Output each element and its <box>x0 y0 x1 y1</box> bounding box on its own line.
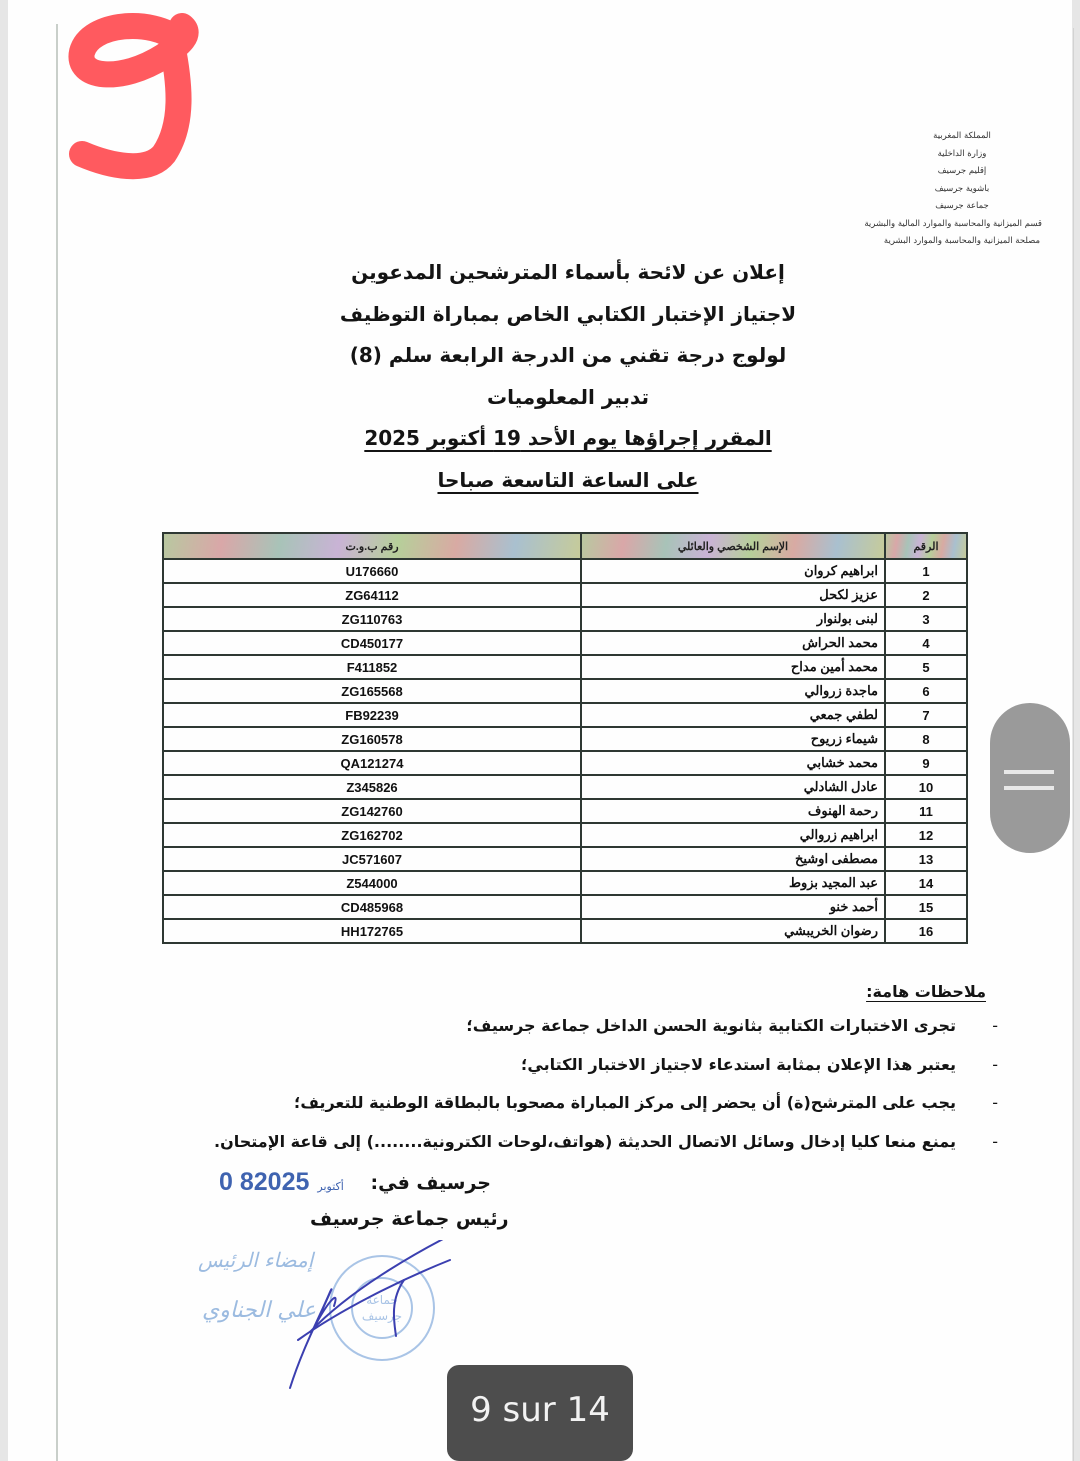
candidate-id-card: ZG162702 <box>163 823 581 847</box>
note-item <box>176 1007 998 1046</box>
letterhead-line: جماعة جرسيف <box>935 201 989 211</box>
table-row <box>163 895 967 919</box>
note-text: يمنع منعا كليا إدخال وسائل الاتصال الحديثة (هواتف،لوحات الكترونية........) إلى قاعة الإمتحان. <box>213 1131 956 1151</box>
svg-text:جماعة: جماعة <box>366 1293 398 1307</box>
candidate-number: 6 <box>885 679 967 703</box>
note-text: يجب على المترشح(ة) أن يحضر إلى مركز المباراة مصحوبا بالبطاقة الوطنية للتعريف؛ <box>294 1093 956 1112</box>
signature-stamp-name: علي الجناوي <box>202 1298 316 1323</box>
date-year: 2025 <box>253 1168 310 1196</box>
exam-date-line: المقرر إجراؤها يوم الأحد 19 أكتوبر 2025 <box>364 426 772 450</box>
note-text: يعتبر هذا الإعلان بمثابة استدعاء لاجتياز الاختبار الكتابي؛ <box>521 1054 956 1074</box>
candidate-number: 11 <box>885 799 967 823</box>
official-seal-icon <box>330 1256 434 1360</box>
candidate-number: 1 <box>885 559 967 583</box>
candidate-id-card: CD485968 <box>163 895 581 919</box>
candidate-number: 16 <box>885 919 967 943</box>
signature-stamp-caption: إمضاء الرئيس <box>198 1248 314 1272</box>
scan-edge-line <box>56 24 58 1461</box>
candidate-id-card: ZG160578 <box>163 727 581 751</box>
candidate-id-card: QA121274 <box>163 751 581 775</box>
table-row <box>163 583 967 607</box>
header-id-card: رقم ب.و.ت <box>163 533 581 559</box>
candidate-name: مصطفى اوشيخ <box>581 847 885 871</box>
drag-grip-icon <box>1004 770 1054 774</box>
candidate-id-card: JC571607 <box>163 847 581 871</box>
candidate-name: لبنى بولنوار <box>581 607 885 631</box>
candidate-number: 5 <box>885 655 967 679</box>
letterhead-line: وزارة الداخلية <box>937 148 987 159</box>
note-item <box>176 1084 998 1123</box>
title-line: لاجتياز الإختبار الكتابي الخاص بمباراة التوظيف <box>339 301 797 326</box>
candidate-name: عزيز لكحل <box>581 583 885 607</box>
candidate-number: 9 <box>885 751 967 775</box>
table-row <box>163 799 967 823</box>
candidate-id-card: ZG165568 <box>163 679 581 703</box>
candidate-number: 4 <box>885 631 967 655</box>
date-day: 0 8 <box>219 1168 254 1196</box>
candidate-name: أحمد خنو <box>581 895 885 919</box>
candidate-id-card: ZG64112 <box>163 583 581 607</box>
page-indicator: 9 sur 14 <box>447 1365 633 1461</box>
candidate-id-card: Z544000 <box>163 871 581 895</box>
bullet-dash: - <box>992 1016 998 1035</box>
candidate-name: ابراهيم زروالي <box>581 823 885 847</box>
letterhead-line: مصلحة الميزانية والمحاسبة والموارد البشرية <box>883 236 1041 246</box>
candidate-number: 3 <box>885 607 967 631</box>
drag-grip-icon <box>1004 786 1054 790</box>
table-row <box>163 631 967 655</box>
note-text: تجرى الاختبارات الكتابية بثانوية الحسن الداخل جماعة جرسيف؛ <box>466 1016 956 1035</box>
table-row <box>163 607 967 631</box>
date-month: أكتوبر <box>317 1180 344 1193</box>
table-row <box>163 775 967 799</box>
candidate-id-card: U176660 <box>163 559 581 583</box>
table-row <box>163 703 967 727</box>
signature-block <box>190 1240 460 1390</box>
letterhead-line: المملكة المغربية <box>933 131 991 141</box>
signer-title: رئيس جماعة جرسيف <box>310 1208 509 1230</box>
header-number: الرقم <box>885 533 967 559</box>
notes-list <box>176 1007 998 1161</box>
candidate-number: 10 <box>885 775 967 799</box>
bullet-dash: - <box>992 1131 998 1151</box>
candidate-name: محمد أمين مداح <box>581 655 885 679</box>
title-line: لولوج درجة تقني من الدرجة الرابعة سلم (8) <box>349 343 787 367</box>
candidate-number: 8 <box>885 727 967 751</box>
place-and-date <box>215 1168 505 1204</box>
fast-scroll-handle[interactable] <box>990 703 1070 853</box>
candidate-id-card: HH172765 <box>163 919 581 943</box>
official-seal-and-signature <box>190 1240 460 1390</box>
candidate-number: 15 <box>885 895 967 919</box>
letterhead-line: باشوية جرسيف <box>934 183 990 194</box>
candidate-id-card: F411852 <box>163 655 581 679</box>
candidate-id-card: FB92239 <box>163 703 581 727</box>
table-row <box>163 679 967 703</box>
candidate-name: ابراهيم كروان <box>581 559 885 583</box>
candidate-name: محمد الحراش <box>581 631 885 655</box>
table-row <box>163 751 967 775</box>
scan-edge-line <box>1073 28 1074 1461</box>
handwritten-page-number-mark <box>60 4 200 184</box>
table-header-row <box>163 533 967 559</box>
header-full-name: الإسم الشخصي والعائلي <box>581 533 885 559</box>
candidate-number: 2 <box>885 583 967 607</box>
table-row <box>163 847 967 871</box>
table-row <box>163 871 967 895</box>
candidate-name: عادل الشادلي <box>581 775 885 799</box>
candidate-name: رحمة الهنوف <box>581 799 885 823</box>
table-row <box>163 655 967 679</box>
table-row <box>163 727 967 751</box>
place-label: جرسيف في: <box>370 1172 491 1194</box>
candidate-name: شيماء زريوح <box>581 727 885 751</box>
candidate-number: 12 <box>885 823 967 847</box>
candidate-name: محمد خشابي <box>581 751 885 775</box>
candidate-number: 13 <box>885 847 967 871</box>
candidate-id-card: CD450177 <box>163 631 581 655</box>
bullet-dash: - <box>992 1054 998 1074</box>
table-row <box>163 919 967 943</box>
letterhead <box>864 128 1042 251</box>
candidate-name: ماجدة زروالي <box>581 679 885 703</box>
candidate-name: لطفي جمعي <box>581 703 885 727</box>
candidate-name: عبد المجيد بزوط <box>581 871 885 895</box>
date-stamp <box>219 1168 352 1197</box>
candidates-table <box>162 532 968 944</box>
candidate-id-card: ZG110763 <box>163 607 581 631</box>
exam-time-line: على الساعة التاسعة صباحا <box>437 467 699 492</box>
announcement-title <box>338 252 798 501</box>
candidate-id-card: Z345826 <box>163 775 581 799</box>
letterhead-line: قسم الميزانية والمحاسبة والموارد المالية والبشرية <box>864 218 1042 229</box>
candidate-id-card: ZG142760 <box>163 799 581 823</box>
title-line: تدبير المعلوميات <box>486 384 650 409</box>
bullet-dash: - <box>992 1093 998 1112</box>
notes-title: ملاحظات هامة: <box>866 982 986 1001</box>
candidate-name: رضوان الخريبشي <box>581 919 885 943</box>
note-item <box>176 1123 998 1162</box>
title-line: إعلان عن لائحة بأسماء المترشحين المدعوين <box>351 260 785 284</box>
candidate-number: 14 <box>885 871 967 895</box>
note-item <box>176 1046 998 1085</box>
table-body <box>163 559 967 943</box>
candidate-number: 7 <box>885 703 967 727</box>
important-notes <box>176 982 998 1161</box>
svg-text:جرسيف: جرسيف <box>361 1309 403 1323</box>
table-row <box>163 559 967 583</box>
letterhead-line: إقليم جرسيف <box>937 166 987 176</box>
table-row <box>163 823 967 847</box>
